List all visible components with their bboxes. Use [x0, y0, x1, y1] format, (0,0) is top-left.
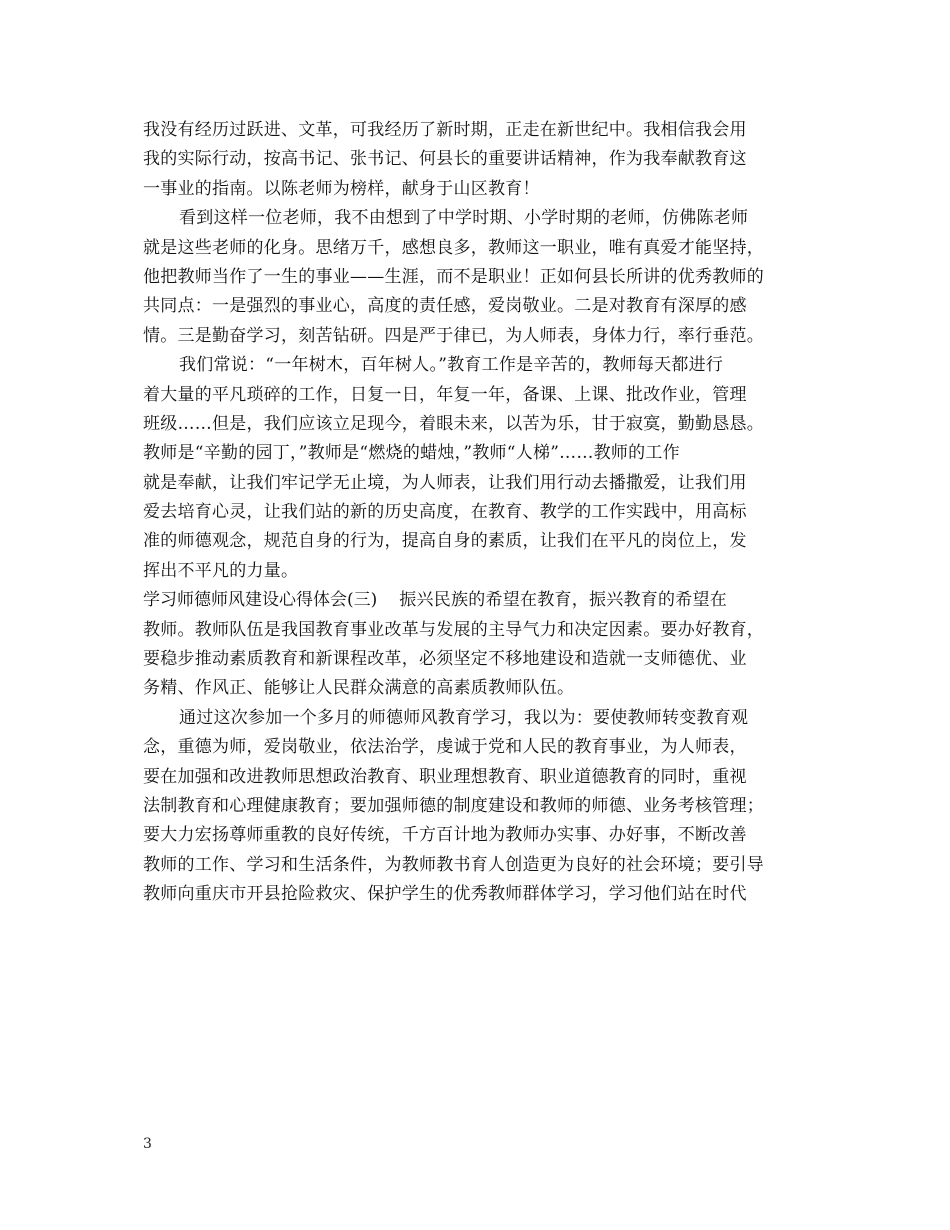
text-line: 他把教师当作了一生的事业——生涯，而不是职业！正如何县长所讲的优秀教师的	[143, 266, 764, 287]
text-line: 教师是“辛勤的园丁，”教师是“燃烧的蜡烛，”教师“人梯”……教师的工作	[143, 443, 680, 464]
text-line: 要大力宏扬尊师重教的良好传统，千方百计地为教师办实事、办好事，不断改善	[143, 825, 747, 846]
page-number: 3	[143, 1136, 152, 1152]
paragraph-1	[143, 116, 823, 204]
text-line: 教师的工作、学习和生活条件，为教师教书育人创造更为良好的社会环境；要引导	[143, 854, 764, 875]
text-line: 法制教育和心理健康教育；要加强师德的制度建设和教师的师德、业务考核管理；	[143, 795, 764, 816]
text-line: 爱去培育心灵，让我们站的新的历史高度，在教育、教学的工作实践中，用高标	[143, 502, 747, 523]
text-line: 我们常说：“一年树木，百年树人。”教育工作是辛苦的，教师每天都进行	[179, 355, 724, 376]
text-line: 我没有经历过跃进、文革，可我经历了新时期，正走在新世纪中。我相信我会用	[143, 120, 747, 140]
text-line: 共同点：一是强烈的事业心，高度的责任感，爱岗敬业。二是对教育有深厚的感	[143, 296, 747, 317]
text-line: 要在加强和改进教师思想政治教育、职业理想教育、职业道德教育的同时，重视	[143, 766, 747, 787]
paragraph-2	[143, 204, 823, 351]
text-line: 通过这次参加一个多月的师德师风教育学习，我以为：要使教师转变教育观	[179, 707, 749, 728]
section-heading-line	[143, 586, 823, 615]
section-3	[143, 586, 823, 704]
body-text	[143, 116, 823, 910]
text-line: 念，重德为师，爱岗敬业，依法治学，虔诚于党和人民的教育事业，为人师表，	[143, 737, 747, 758]
text-segment: 振兴民族的希望在教育，振兴教育的希望在	[399, 590, 728, 611]
text-line: 情。三是勤奋学习，刻苦钻研。四是严于律已，为人师表，身体力行，率行垂范。	[143, 325, 764, 346]
paragraph-5	[143, 704, 823, 910]
text-line: 要稳步推动素质教育和新课程改革，必须坚定不移地建设和造就一支师德优、业	[143, 649, 747, 670]
text-line: 我的实际行动，按高书记、张书记、何县长的重要讲话精神，作为我奉献教育这	[143, 149, 747, 170]
text-line: 挥出不平凡的力量。	[143, 560, 299, 581]
text-line: 教师。教师队伍是我国教育事业改革与发展的主导气力和决定因素。要办好教育，	[143, 619, 764, 640]
text-line: 务精、作风正、能够让人民群众满意的高素质教师队伍。	[143, 678, 575, 699]
text-line: 看到这样一位老师，我不由想到了中学时期、小学时期的老师，仿佛陈老师	[179, 208, 749, 229]
text-line: 准的师德观念，规范自身的行为，提高自身的素质，让我们在平凡的岗位上，发	[143, 531, 747, 552]
text-line: 班级……但是，我们应该立足现今，着眼未来，以苦为乐，甘于寂寞，勤勤恳恳。	[143, 413, 764, 434]
text-line: 着大量的平凡琐碎的工作，日复一日，年复一年，备课、上课、批改作业，管理	[143, 384, 747, 405]
text-line: 就是这些老师的化身。思绪万千，感想良多，教师这一职业，唯有真爱才能坚持，	[143, 237, 764, 258]
section-heading: 学习师德师风建设心得体会(三)	[143, 590, 378, 611]
paragraph-3	[143, 351, 823, 586]
text-line: 一事业的指南。以陈老师为榜样，献身于山区教育！	[143, 178, 540, 199]
text-line: 就是奉献，让我们牢记学无止境，为人师表，让我们用行动去播撒爱，让我们用	[143, 472, 747, 493]
text-line: 教师向重庆市开县抢险救灾、保护学生的优秀教师群体学习，学习他们站在时代	[143, 884, 747, 905]
